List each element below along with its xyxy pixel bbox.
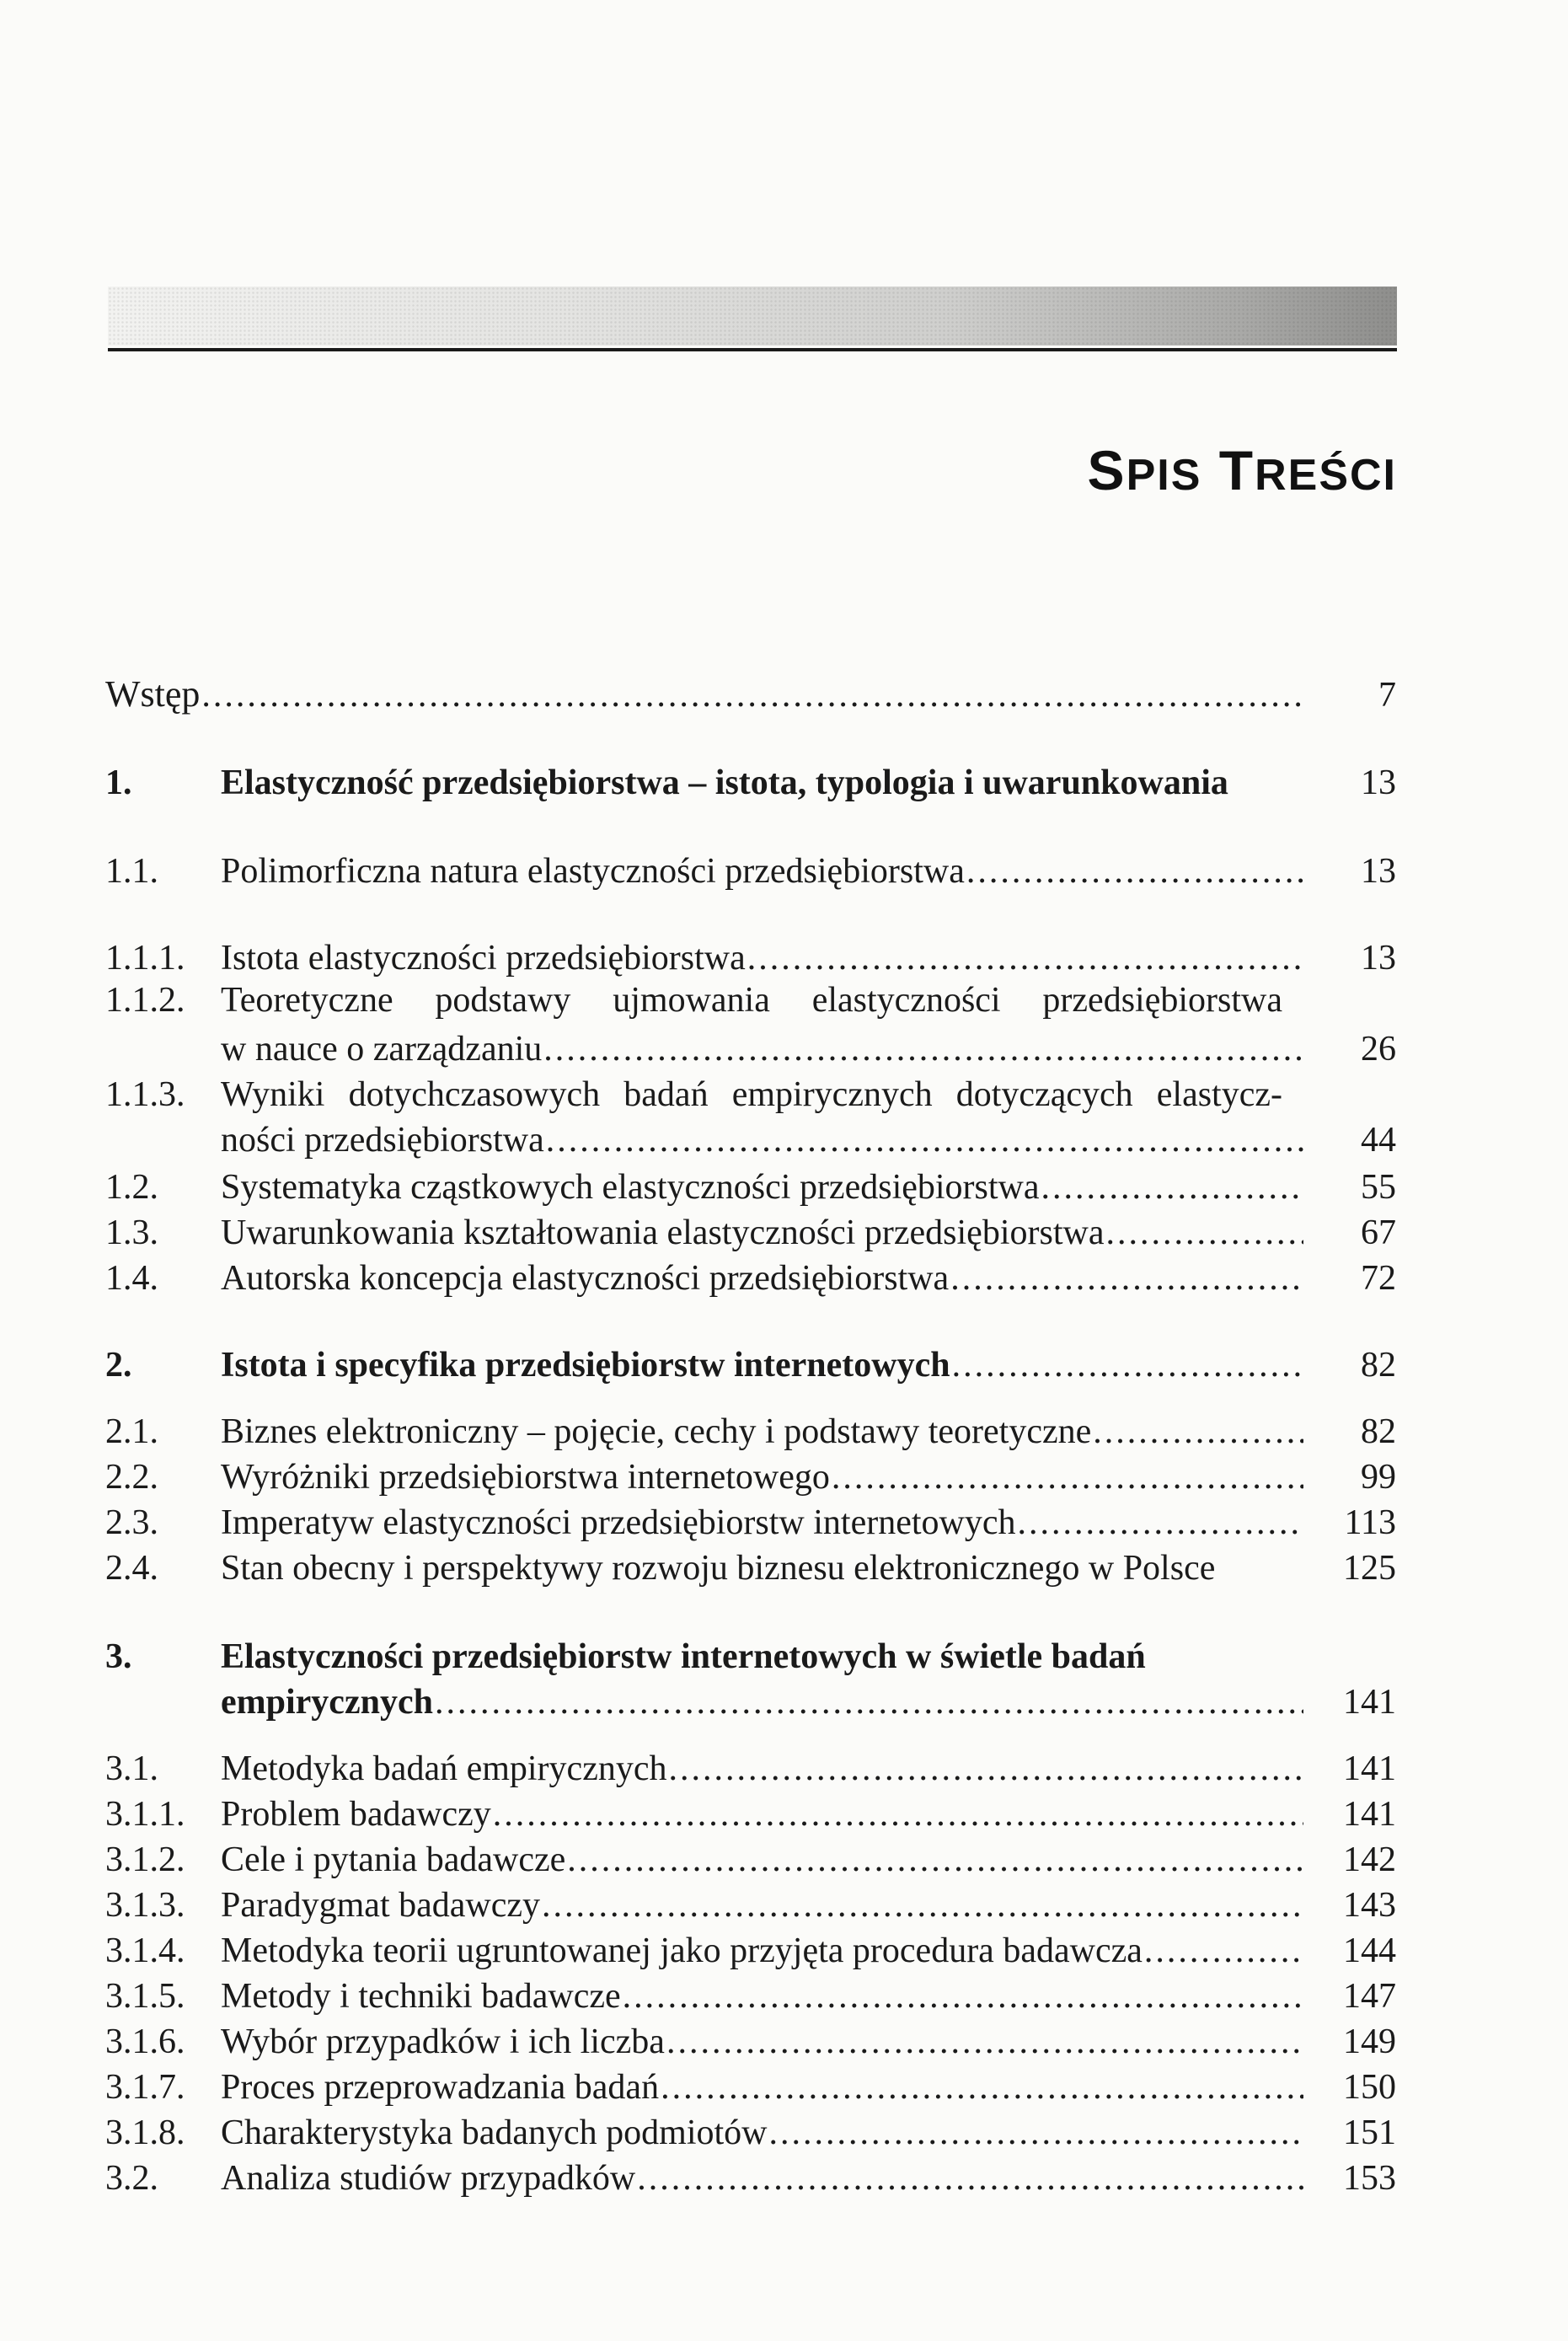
toc-entry-intro[interactable]	[105, 672, 1399, 717]
leader-dots	[747, 935, 1303, 981]
leader-dots	[661, 2065, 1303, 2110]
leader-dots	[769, 2110, 1304, 2156]
toc-page-number: 153	[1343, 2159, 1396, 2198]
toc-chapter-2[interactable]	[105, 1342, 1399, 1388]
toc-entry-label-line1: Wyniki dotychczasowych badań empirycznych dotyczących elastycz-	[221, 1075, 1282, 1114]
toc-number: 2.2.	[105, 1458, 158, 1497]
leader-dots	[493, 1792, 1303, 1837]
toc-number: 3.2.	[105, 2159, 158, 2198]
toc-entry-label: Paradygmat badawczy	[221, 1886, 541, 1925]
toc-entry-label: Wstęp	[105, 673, 201, 715]
toc-entry-label: Polimorficzna natura elastyczności przedsiębiorstwa	[221, 852, 965, 891]
toc-number: 1.1.1.	[105, 939, 185, 978]
toc-entry[interactable]	[105, 1928, 1399, 1974]
toc-number: 2.	[105, 1346, 132, 1385]
leader-dots	[201, 672, 1303, 718]
leader-dots	[666, 2019, 1303, 2065]
toc-entry-label: Istota elastyczności przedsiębiorstwa	[221, 939, 746, 978]
toc-number: 2.1.	[105, 1412, 158, 1451]
toc-entry-label: Analiza studiów przypadków	[221, 2159, 636, 2198]
toc-number: 3.1.5.	[105, 1977, 185, 2016]
header-decorative-band	[108, 287, 1397, 346]
toc-entry[interactable]	[105, 1409, 1399, 1454]
toc-entry[interactable]	[105, 1072, 1399, 1117]
toc-entry-label: Charakterystyka badanych podmiotów	[221, 2113, 768, 2152]
toc-entry-label: Metodyka badań empirycznych	[221, 1749, 667, 1788]
leader-dots	[546, 1117, 1303, 1163]
toc-number: 3.1.8.	[105, 2113, 185, 2152]
leader-dots	[1041, 1165, 1303, 1210]
leader-dots	[543, 1026, 1303, 1072]
leader-dots	[952, 1342, 1303, 1388]
toc-entry-label: Metody i techniki badawcze	[221, 1977, 621, 2016]
toc-entry-label-line2: w nauce o zarządzaniu	[221, 1030, 543, 1069]
toc-entry[interactable]	[105, 1500, 1399, 1545]
toc-entry-label: Wybór przypadków i ich liczba	[221, 2022, 665, 2061]
toc-page-number: 44	[1361, 1121, 1396, 1160]
toc-page-number: 141	[1343, 1795, 1396, 1834]
leader-dots	[1093, 1409, 1303, 1454]
toc-number: 1.3.	[105, 1213, 158, 1252]
toc-number: 1.	[105, 763, 132, 802]
toc-number: 3.1.1.	[105, 1795, 185, 1834]
toc-entry-label: Stan obecny i perspektywy rozwoju biznesu elektronicznego w Polsce	[221, 1549, 1216, 1588]
toc-entry-continuation[interactable]	[105, 1117, 1399, 1163]
toc-entry-label: Imperatyw elastyczności przedsiębiorstw internetowych	[221, 1503, 1016, 1542]
toc-page-number: 82	[1361, 1346, 1396, 1385]
toc-entry[interactable]	[105, 849, 1399, 894]
toc-entry[interactable]	[105, 1545, 1399, 1591]
leader-dots	[637, 2156, 1303, 2201]
toc-number: 3.1.3.	[105, 1886, 185, 1925]
toc-page-number: 142	[1343, 1840, 1396, 1879]
leader-dots	[966, 849, 1303, 894]
toc-number: 1.2.	[105, 1168, 158, 1207]
toc-entry-label: Autorska koncepcja elastyczności przedsiębiorstwa	[221, 1259, 950, 1298]
toc-entry[interactable]	[105, 935, 1399, 981]
header-rule	[108, 348, 1397, 351]
toc-entry[interactable]	[105, 1974, 1399, 2019]
toc-page-number: 13	[1361, 763, 1396, 802]
toc-entry-label: Wyróżniki przedsiębiorstwa internetowego	[221, 1458, 830, 1497]
toc-entry[interactable]	[105, 978, 1399, 1023]
toc-entry[interactable]	[105, 1746, 1399, 1792]
toc-number: 3.1.4.	[105, 1931, 185, 1970]
toc-page-number: 67	[1361, 1213, 1396, 1252]
toc-entry-label: Uwarunkowania kształtowania elastyczności przedsiębiorstwa	[221, 1213, 1105, 1252]
toc-number: 3.1.2.	[105, 1840, 185, 1879]
toc-entry-label: Biznes elektroniczny – pojęcie, cechy i podstawy teoretyczne	[221, 1412, 1092, 1451]
toc-page-number: 141	[1343, 1749, 1396, 1788]
leader-dots	[1105, 1210, 1303, 1256]
toc-page-number: 7	[1378, 676, 1396, 715]
toc-entry[interactable]	[105, 2110, 1399, 2156]
toc-entry[interactable]	[105, 1883, 1399, 1928]
toc-chapter-3[interactable]	[105, 1634, 1399, 1679]
toc-page-number: 13	[1361, 852, 1396, 891]
leader-dots	[950, 1256, 1303, 1301]
toc-number: 3.1.6.	[105, 2022, 185, 2061]
toc-entry[interactable]	[105, 1837, 1399, 1883]
toc-entry-continuation[interactable]	[105, 1679, 1399, 1725]
toc-page-number: 113	[1344, 1503, 1396, 1542]
toc-entry-label: Problem badawczy	[221, 1795, 491, 1834]
toc-entry-label-line1: Elastyczności przedsiębiorstw internetowych w świetle badań	[221, 1637, 1146, 1676]
toc-page-number: 144	[1343, 1931, 1396, 1970]
toc-page-number: 99	[1361, 1458, 1396, 1497]
toc-entry-label: Cele i pytania badawcze	[221, 1840, 566, 1879]
toc-entry[interactable]	[105, 1210, 1399, 1256]
toc-number: 1.4.	[105, 1259, 158, 1298]
toc-number: 1.1.2.	[105, 981, 185, 1020]
toc-page-number: 55	[1361, 1168, 1396, 1207]
toc-entry[interactable]	[105, 1792, 1399, 1837]
toc-entry[interactable]	[105, 2156, 1399, 2201]
leader-dots	[435, 1679, 1303, 1725]
toc-entry-label-line2: ności przedsiębiorstwa	[221, 1121, 544, 1160]
leader-dots	[1018, 1500, 1303, 1545]
toc-entry[interactable]	[105, 1165, 1399, 1210]
toc-entry[interactable]	[105, 1454, 1399, 1500]
toc-page-number: 143	[1343, 1886, 1396, 1925]
toc-page-number: 150	[1343, 2068, 1396, 2107]
toc-page-number: 26	[1361, 1030, 1396, 1069]
toc-number: 1.1.3.	[105, 1075, 185, 1114]
page-title: SPIS TREŚCI	[1087, 439, 1397, 501]
toc-page-number: 125	[1343, 1549, 1396, 1588]
toc-entry[interactable]	[105, 1256, 1399, 1301]
toc-entry-label: Istota i specyfika przedsiębiorstw internetowych	[221, 1346, 950, 1385]
leader-dots	[542, 1883, 1303, 1928]
toc-page-number: 149	[1343, 2022, 1396, 2061]
toc-entry-continuation[interactable]	[105, 1026, 1399, 1072]
toc-page-number: 72	[1361, 1259, 1396, 1298]
toc-entry-label: Proces przeprowadzania badań	[221, 2068, 660, 2107]
toc-page-number: 82	[1361, 1412, 1396, 1451]
toc-number: 2.4.	[105, 1549, 158, 1588]
toc-page-number: 141	[1343, 1683, 1396, 1722]
toc-entry[interactable]	[105, 2019, 1399, 2065]
leader-dots	[623, 1974, 1303, 2019]
toc-page-number: 147	[1343, 1977, 1396, 2016]
toc-number: 1.1.	[105, 852, 158, 891]
toc-entry-label: Systematyka cząstkowych elastyczności przedsiębiorstwa	[221, 1168, 1040, 1207]
toc-number: 3.1.7.	[105, 2068, 185, 2107]
toc-entry-label-line2: empirycznych	[221, 1683, 433, 1722]
toc-entry-label: Elastyczność przedsiębiorstwa – istota, typologia i uwarunkowania	[221, 763, 1228, 802]
toc-entry-label-line1: Teoretyczne podstawy ujmowania elastyczności przedsiębiorstwa	[221, 981, 1282, 1020]
toc-chapter-1[interactable]	[105, 760, 1399, 806]
toc-number: 3.	[105, 1637, 132, 1676]
toc-number: 2.3.	[105, 1503, 158, 1542]
leader-dots	[1144, 1928, 1303, 1974]
toc-entry-label: Metodyka teorii ugruntowanej jako przyjęta procedura badawcza	[221, 1931, 1143, 1970]
toc-entry[interactable]	[105, 2065, 1399, 2110]
leader-dots	[832, 1454, 1303, 1500]
leader-dots	[567, 1837, 1303, 1883]
toc-page-number: 13	[1361, 939, 1396, 978]
toc-number: 3.1.	[105, 1749, 158, 1788]
toc-page-number: 151	[1343, 2113, 1396, 2152]
leader-dots	[668, 1746, 1303, 1792]
